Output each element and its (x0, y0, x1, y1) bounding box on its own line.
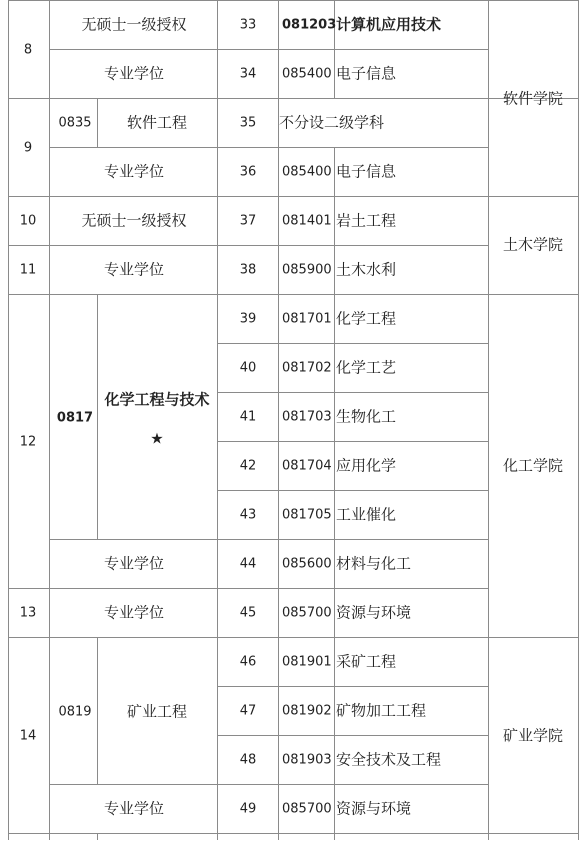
discipline-code: 081902 (282, 703, 332, 719)
star-icon: ★ (150, 429, 164, 448)
discipline-code: 085900 (282, 262, 332, 278)
row-number: 47 (239, 703, 257, 719)
discipline-code: 081704 (282, 458, 332, 474)
discipline-code: 081703 (282, 409, 332, 425)
first-level-code: 0819 (58, 704, 92, 720)
discipline-name: 岩土工程 (336, 211, 397, 230)
authorization-cell: 无硕士一级授权 (81, 15, 187, 34)
discipline-name: 化学工程 (336, 309, 397, 328)
row-number: 39 (239, 311, 257, 327)
row-number: 49 (239, 801, 257, 817)
discipline-name: 不分设二级学科 (279, 113, 385, 132)
authorization-cell: 专业学位 (103, 260, 165, 279)
row-number: 46 (239, 654, 257, 670)
discipline-code: 081701 (282, 311, 332, 327)
seq-number: 13 (19, 605, 37, 621)
first-level-name: 化学工程与技术 (104, 390, 210, 409)
college-name: 矿业学院 (502, 726, 564, 745)
discipline-name: 土木水利 (336, 260, 397, 279)
seq-number: 14 (19, 728, 37, 744)
discipline-code: 085400 (282, 66, 332, 82)
seq-number: 10 (19, 213, 37, 229)
row-number: 41 (239, 409, 257, 425)
discipline-name: 安全技术及工程 (336, 750, 442, 769)
authorization-cell: 专业学位 (103, 162, 165, 181)
discipline-code: 081705 (282, 507, 332, 523)
first-level-name: 软件工程 (126, 113, 188, 132)
authorization-cell: 专业学位 (103, 64, 165, 83)
row-number: 38 (239, 262, 257, 278)
discipline-name: 采矿工程 (336, 652, 397, 671)
seq-number: 9 (23, 140, 33, 156)
discipline-name: 资源与环境 (336, 603, 412, 622)
row-number: 44 (239, 556, 257, 572)
row-number: 43 (239, 507, 257, 523)
row-number: 33 (239, 17, 257, 33)
row-number: 40 (239, 360, 257, 376)
row-number: 36 (239, 164, 257, 180)
seq-number: 8 (23, 42, 33, 58)
discipline-name: 资源与环境 (336, 799, 412, 818)
discipline-name: 化学工艺 (336, 358, 397, 377)
authorization-cell: 专业学位 (103, 603, 165, 622)
first-level-name: 矿业工程 (126, 702, 188, 721)
discipline-code: 081702 (282, 360, 332, 376)
discipline-name: 工业催化 (336, 505, 397, 524)
row-number: 48 (239, 752, 257, 768)
discipline-name: 生物化工 (336, 407, 397, 426)
row-number: 34 (239, 66, 257, 82)
authorization-cell: 无硕士一级授权 (81, 211, 187, 230)
college-name: 土木学院 (502, 235, 564, 254)
discipline-code: 085600 (282, 556, 332, 572)
authorization-cell: 专业学位 (103, 799, 165, 818)
discipline-code: 085700 (282, 801, 332, 817)
discipline-code: 081903 (282, 752, 332, 768)
first-level-code: 0817 (56, 410, 94, 426)
discipline-name: 应用化学 (336, 456, 397, 475)
row-number: 37 (239, 213, 257, 229)
authorization-cell: 专业学位 (103, 554, 165, 573)
college-name: 化工学院 (502, 456, 564, 475)
first-level-code: 0835 (58, 115, 92, 131)
college-name: 软件学院 (502, 89, 564, 108)
discipline-code: 081401 (282, 213, 332, 229)
discipline-name: 材料与化工 (336, 554, 412, 573)
row-number: 45 (239, 605, 257, 621)
discipline-code: 085700 (282, 605, 332, 621)
discipline-name: 电子信息 (336, 162, 397, 181)
discipline-name: 电子信息 (336, 64, 397, 83)
row-number: 35 (239, 115, 257, 131)
seq-number: 12 (19, 434, 37, 450)
discipline-code: 081901 (282, 654, 332, 670)
seq-number: 11 (19, 262, 37, 278)
discipline-code: 085400 (282, 164, 332, 180)
discipline-code: 081203 (282, 17, 337, 33)
row-number: 42 (239, 458, 257, 474)
discipline-name: 计算机应用技术 (336, 15, 442, 34)
discipline-name: 矿物加工工程 (336, 701, 427, 720)
